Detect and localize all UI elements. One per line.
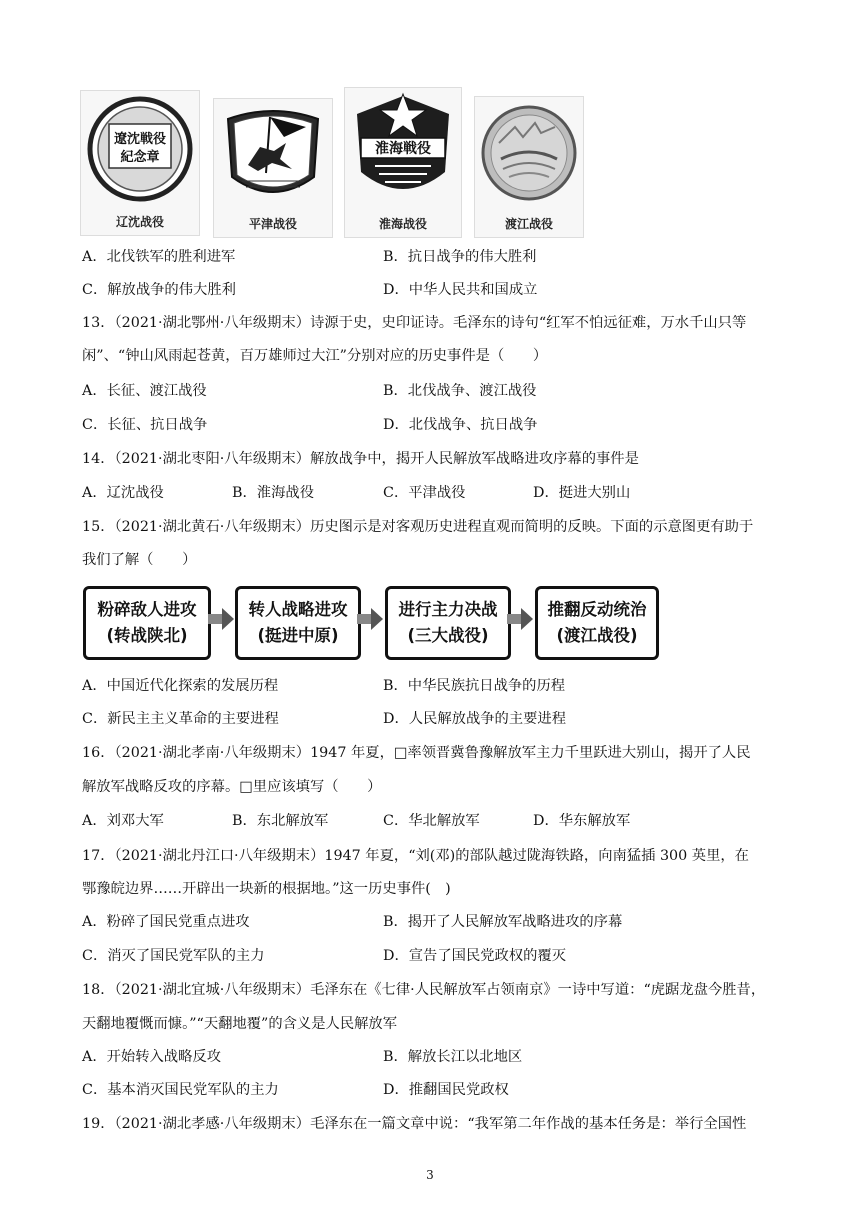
liaoshen-medal-image xyxy=(80,90,200,236)
q18-stem-line-2: 天翻地覆慨而慷。”“天翻地覆”的含义是人民解放军 xyxy=(82,1016,398,1032)
q15-option-a[interactable]: A．中国近代化探索的发展历程 xyxy=(82,678,279,694)
flow-step-2 xyxy=(235,586,361,660)
q15-option-d[interactable]: D．人民解放战争的主要进程 xyxy=(383,711,567,727)
q16-stem-line-1: 16．（2021·湖北孝南·八年级期末）1947 年夏，□率领晋冀鲁豫解放军主力千里跃进大别山，揭开了人民 xyxy=(82,745,751,761)
q13-option-b[interactable]: B．北伐战争、渡江战役 xyxy=(383,383,537,399)
q13-option-c[interactable]: C．长征、抗日战争 xyxy=(82,417,208,433)
dujiang-medal-icon xyxy=(475,97,583,209)
flow-step-2-bottom: (挺进中原) xyxy=(257,626,339,645)
q17-option-a[interactable]: A．粉碎了国民党重点进攻 xyxy=(82,914,250,930)
liaoshen-medal-text-2: 紀念章 xyxy=(120,150,160,165)
huaihai-caption: 淮海战役 xyxy=(378,217,427,231)
q12-option-d[interactable]: D．中华人民共和国成立 xyxy=(383,282,538,298)
q17-stem-line-1: 17．（2021·湖北丹江口·八年级期末）1947 年夏，“刘(邓)的部队越过陇海铁路，向南猛插 300 英里，在 xyxy=(82,848,749,864)
q18-stem-line-1: 18．（2021·湖北宜城·八年级期末）毛泽东在《七律·人民解放军占领南京》一诗中写道：“虎踞龙盘今胜昔， xyxy=(82,982,766,998)
liaoshen-medal-icon xyxy=(81,91,199,209)
q12-option-a[interactable]: A．北伐铁军的胜利进军 xyxy=(82,249,236,265)
q16-option-b[interactable]: B．东北解放军 xyxy=(232,813,329,829)
huaihai-medal-icon xyxy=(345,88,461,212)
q16-stem-line-2: 解放军战略反攻的序幕。□里应该填写（ ） xyxy=(82,779,382,795)
flow-arrow-1-icon xyxy=(208,608,234,630)
q14-option-c[interactable]: C．平津战役 xyxy=(383,485,466,501)
liaoshen-caption: 辽沈战役 xyxy=(115,215,164,229)
flow-step-3 xyxy=(385,586,511,660)
q13-stem-line-1: 13．（2021·湖北鄂州·八年级期末）诗源于史，史印证诗。毛泽东的诗句“红军不怕远征难，万水千山只等 xyxy=(82,315,747,331)
q17-stem-line-2: 鄂豫皖边界……开辟出一块新的根据地。”这一历史事件( ) xyxy=(82,881,451,897)
q13-option-a[interactable]: A．长征、渡江战役 xyxy=(82,383,207,399)
q16-option-c[interactable]: C．华北解放军 xyxy=(383,813,480,829)
q17-option-b[interactable]: B．揭开了人民解放军战略进攻的序幕 xyxy=(383,914,623,930)
q16-option-a[interactable]: A．刘邓大军 xyxy=(82,813,164,829)
dujiang-medal-image xyxy=(474,96,584,238)
q19-stem-line-1: 19．（2021·湖北孝感·八年级期末）毛泽东在一篇文章中说：“我军第二年作战的基本任务是：举行全国性 xyxy=(82,1116,747,1132)
q14-option-a[interactable]: A．辽沈战役 xyxy=(82,485,164,501)
q12-option-b[interactable]: B．抗日战争的伟大胜利 xyxy=(383,249,537,265)
q18-option-c[interactable]: C．基本消灭国民党军队的主力 xyxy=(82,1082,279,1098)
huaihai-medal-image xyxy=(344,87,462,238)
q18-option-b[interactable]: B．解放长江以北地区 xyxy=(383,1049,523,1065)
q16-option-d[interactable]: D．华东解放军 xyxy=(533,813,631,829)
q15-stem-line-1: 15．（2021·湖北黄石·八年级期末）历史图示是对客观历史进程直观而简明的反映。下面的示意图更有助于 xyxy=(82,519,754,535)
huaihai-medal-text: 淮海戦役 xyxy=(375,141,431,157)
flow-arrow-3-icon xyxy=(507,608,533,630)
q12-option-c[interactable]: C．解放战争的伟大胜利 xyxy=(82,282,236,298)
q18-option-d[interactable]: D．推翻国民党政权 xyxy=(383,1082,509,1098)
q17-option-c[interactable]: C．消灭了国民党军队的主力 xyxy=(82,948,265,964)
q14-stem-line-1: 14．（2021·湖北枣阳·八年级期末）解放战争中，揭开人民解放军战略进攻序幕的事件是 xyxy=(82,451,639,467)
q15-option-b[interactable]: B．中华民族抗日战争的历程 xyxy=(383,678,566,694)
q15-option-c[interactable]: C．新民主主义革命的主要进程 xyxy=(82,711,279,727)
flow-step-2-top: 转人战略进攻 xyxy=(248,600,348,619)
q14-option-b[interactable]: B．淮海战役 xyxy=(232,485,314,501)
page-number: 3 xyxy=(426,1168,434,1182)
flow-arrow-2-icon xyxy=(357,608,383,630)
flow-step-1-top: 粉碎敌人进攻 xyxy=(97,600,197,619)
q15-stem-line-2: 我们了解（ ） xyxy=(82,552,197,568)
flow-step-1 xyxy=(83,586,211,660)
flow-step-4-top: 推翻反动统治 xyxy=(547,600,647,619)
q17-option-d[interactable]: D．宣告了国民党政权的覆灭 xyxy=(383,948,567,964)
flow-step-3-bottom: (三大战役) xyxy=(407,626,489,645)
war-process-flowchart xyxy=(83,584,658,658)
pingjin-medal-icon xyxy=(214,99,332,213)
flow-step-4-bottom: (渡江战役) xyxy=(556,626,638,645)
liaoshen-medal-text-1: 遼沈戦役 xyxy=(113,132,167,147)
q18-option-a[interactable]: A．开始转入战略反攻 xyxy=(82,1049,221,1065)
dujiang-caption: 渡江战役 xyxy=(504,217,553,231)
flow-step-3-top: 进行主力决战 xyxy=(398,600,498,619)
pingjin-caption: 平津战役 xyxy=(248,217,297,231)
pingjin-medal-image xyxy=(213,98,333,238)
flow-step-1-bottom: (转战陕北) xyxy=(106,626,188,645)
q13-stem-line-2: 闲”、“钟山风雨起苍黄，百万雄师过大江”分别对应的历史事件是（ ） xyxy=(82,348,548,364)
q14-option-d[interactable]: D．挺进大别山 xyxy=(533,485,631,501)
q13-option-d[interactable]: D．北伐战争、抗日战争 xyxy=(383,417,538,433)
flow-step-4 xyxy=(535,586,659,660)
